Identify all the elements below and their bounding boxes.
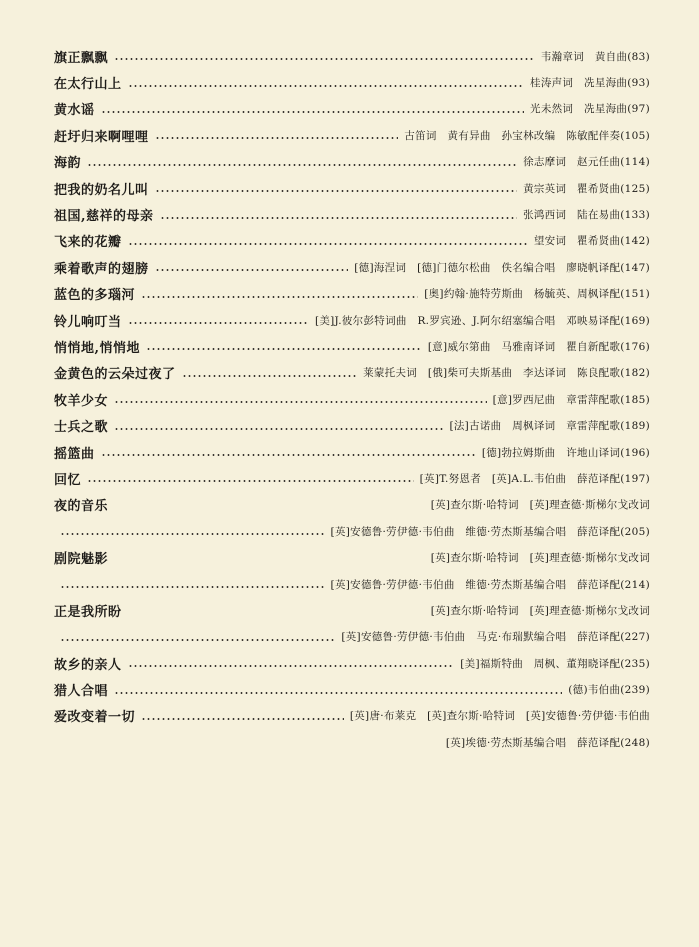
song-credits: [英]查尔斯·哈特词 [英]理查德·斯梯尔戈改词 — [430, 499, 650, 512]
song-title: 黄水谣 — [54, 103, 95, 119]
song-credits: 韦瀚章词 黄自曲(83) — [540, 50, 650, 63]
dot-leader — [60, 639, 335, 641]
song-credits: [意]威尔第曲 马雅南译词 瞿自新配歌(176) — [427, 340, 650, 353]
toc-entry — [54, 149, 650, 175]
song-credits: [法]古诺曲 周枫译词 章雷萍配歌(189) — [449, 420, 650, 433]
toc-entry — [54, 544, 650, 570]
dot-leader — [128, 243, 528, 245]
song-title: 牧羊少女 — [54, 393, 109, 409]
song-title: 故乡的亲人 — [54, 657, 122, 673]
song-credits: 莱蒙托夫词 [俄]柴可夫斯基曲 李达译词 陈良配歌(182) — [363, 367, 650, 380]
song-title: 把我的奶名儿叫 — [54, 182, 149, 198]
song-credits: [英]安德鲁·劳伊德·韦伯曲 维德·劳杰斯基编合唱 薛范译配(205) — [330, 525, 650, 538]
toc-entry — [54, 439, 650, 465]
toc-entry — [54, 122, 650, 148]
toc-entry — [54, 360, 650, 386]
dot-leader — [155, 190, 518, 192]
dot-leader — [87, 480, 414, 482]
song-credits: [英]安德鲁·劳伊德·韦伯曲 维德·劳杰斯基编合唱 薛范译配(214) — [330, 578, 650, 591]
toc-entry — [54, 201, 650, 227]
dot-leader — [60, 533, 325, 535]
song-credits: 望安词 瞿希贤曲(142) — [533, 235, 650, 248]
song-credits: 黄宗英词 瞿希贤曲(125) — [523, 182, 650, 195]
song-credits: [德]勃拉姆斯曲 许地山译词(196) — [481, 446, 650, 459]
toc-entry — [54, 412, 650, 438]
song-title: 悄悄地,悄悄地 — [54, 340, 141, 356]
toc-entry — [54, 597, 650, 623]
toc-entry — [54, 175, 650, 201]
dot-leader — [128, 85, 525, 87]
song-credits: [英]唐·布莱克 [英]查尔斯·哈特词 [英]安德鲁·劳伊德·韦伯曲 — [349, 710, 650, 723]
dot-leader — [114, 428, 443, 430]
dot-leader — [114, 692, 562, 694]
toc-entry — [54, 386, 650, 412]
dot-leader — [160, 217, 518, 219]
dot-leader — [141, 718, 344, 720]
toc-entry — [54, 254, 650, 280]
song-credits: 古笛词 黄有异曲 孙宝林改编 陈敏配伴奏(105) — [404, 129, 650, 142]
toc-entry — [54, 650, 650, 676]
song-title: 夜的音乐 — [54, 499, 109, 515]
song-title: 剧院魅影 — [54, 552, 109, 568]
toc-entry — [54, 96, 650, 122]
song-title: 旗正飘飘 — [54, 50, 109, 66]
song-credits: [德]海涅词 [德]门德尔松曲 佚名编合唱 廖晓帆译配(147) — [354, 261, 650, 274]
dot-leader — [182, 375, 358, 377]
toc-entry — [54, 69, 650, 95]
song-title: 赶圩归来啊哩哩 — [54, 129, 149, 145]
song-title: 飞来的花瓣 — [54, 235, 122, 251]
song-title: 祖国,慈祥的母亲 — [54, 209, 154, 225]
song-title: 摇篮曲 — [54, 446, 95, 462]
song-credits: [奥]约翰·施特劳斯曲 杨毓英、周枫译配(151) — [424, 288, 650, 301]
song-credits: [英]查尔斯·哈特词 [英]理查德·斯梯尔戈改词 — [430, 604, 650, 617]
song-title: 金黄色的云朵过夜了 — [54, 367, 176, 383]
toc-entry — [54, 465, 650, 491]
song-title: 爱改变着一切 — [54, 710, 136, 726]
toc-entry-continuation — [54, 571, 650, 597]
dot-leader — [101, 454, 476, 456]
song-credits: [英]埃德·劳杰斯基编合唱 薛范译配(248) — [445, 736, 650, 749]
dot-leader — [141, 296, 418, 298]
song-credits: 光未然词 冼星海曲(97) — [530, 103, 650, 116]
song-credits: [英]查尔斯·哈特词 [英]理查德·斯梯尔戈改词 — [430, 552, 650, 565]
dot-leader — [60, 586, 325, 588]
song-credits: [美]福斯特曲 周枫、董翔晓译配(235) — [460, 657, 650, 670]
song-title: 海韵 — [54, 156, 82, 172]
song-credits: (德)韦伯曲(239) — [568, 684, 650, 697]
table-of-contents — [54, 43, 650, 756]
song-title: 铃儿响叮当 — [54, 314, 122, 330]
song-credits: 张鸿西词 陆在易曲(133) — [523, 209, 650, 222]
song-title: 猎人合唱 — [54, 684, 109, 700]
dot-leader — [155, 269, 349, 271]
song-title: 在太行山上 — [54, 77, 122, 93]
toc-entry-continuation — [54, 729, 650, 755]
song-title: 蓝色的多瑙河 — [54, 288, 136, 304]
song-title: 乘着歌声的翅膀 — [54, 261, 149, 277]
dot-leader — [87, 164, 517, 166]
toc-entry-continuation — [54, 624, 650, 650]
song-title: 回忆 — [54, 472, 82, 488]
toc-entry — [54, 43, 650, 69]
dot-leader — [146, 348, 422, 350]
song-credits: 徐志摩词 赵元任曲(114) — [523, 156, 650, 169]
dot-leader — [114, 58, 535, 60]
dot-leader — [128, 322, 309, 324]
song-credits: [英]T.努恩者 [英]A.L.韦伯曲 薛范译配(197) — [419, 472, 650, 485]
toc-entry — [54, 333, 650, 359]
dot-leader — [114, 401, 487, 403]
dot-leader — [155, 137, 399, 139]
song-credits: [美]J.彼尔彭特词曲 R.罗宾逊、J.阿尔绍塞编合唱 邓映易译配(169) — [314, 314, 650, 327]
dot-leader — [101, 111, 525, 113]
toc-entry — [54, 281, 650, 307]
song-title: 正是我所盼 — [54, 604, 122, 620]
toc-entry-continuation — [54, 518, 650, 544]
toc-entry — [54, 703, 650, 729]
song-credits: [意]罗西尼曲 章雷萍配歌(185) — [492, 393, 650, 406]
song-credits: [英]安德鲁·劳伊德·韦伯曲 马克·布瑞默编合唱 薛范译配(227) — [341, 631, 650, 644]
song-title: 士兵之歌 — [54, 420, 109, 436]
toc-entry — [54, 228, 650, 254]
dot-leader — [128, 665, 455, 667]
toc-entry — [54, 676, 650, 702]
toc-entry — [54, 492, 650, 518]
toc-entry — [54, 307, 650, 333]
song-credits: 桂涛声词 冼星海曲(93) — [530, 77, 650, 90]
